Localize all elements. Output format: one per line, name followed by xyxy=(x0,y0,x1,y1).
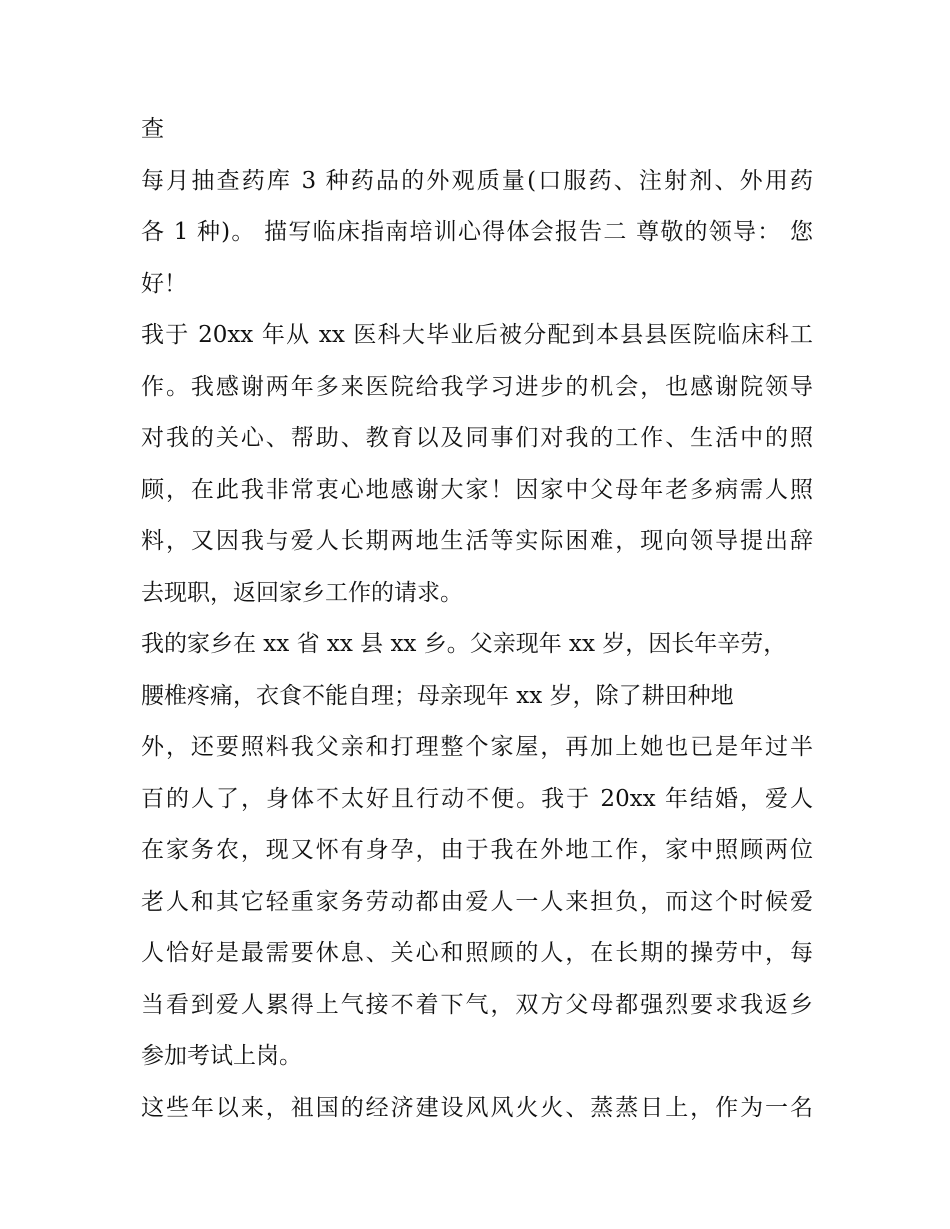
text-line: 老人和其它轻重家务劳动都由爱人一人来担负，而这个时候爱 xyxy=(141,888,813,915)
text-line: 当看到爱人累得上气接不着下气，双方父母都强烈要求我返乡 xyxy=(141,991,813,1018)
text-line: 参加考试上岗。 xyxy=(141,1043,302,1069)
text-line: 这些年以来，祖国的经济建设风风火火、蒸蒸日上，作为一名 xyxy=(141,1094,813,1121)
text-line: 在家务农，现又怀有身孕，由于我在外地工作，家中照顾两位 xyxy=(141,837,813,863)
text-line: 作。我感谢两年多来医院给我学习进步的机会，也感谢院领导 xyxy=(141,373,813,400)
text-line: 腰椎疼痛，衣食不能自理；母亲现年 xx 岁，除了耕田种地 xyxy=(141,682,734,709)
text-line: 各 1 种)。 描写临床指南培训心得体会报告二 尊敬的领导： 您 xyxy=(141,219,813,245)
text-line: 查 xyxy=(141,116,164,142)
text-line: 百的人了，身体不太好且行动不便。我于 20xx 年结婚，爱人 xyxy=(141,785,813,812)
text-line: 我的家乡在 xx 省 xx 县 xx 乡。父亲现年 xx 岁，因长年辛劳， xyxy=(141,631,787,657)
text-line: 料，又因我与爱人长期两地生活等实际困难，现向领导提出辞 xyxy=(141,528,813,554)
text-line: 每月抽查药库 3 种药品的外观质量(口服药、注射剂、外用药 xyxy=(141,167,813,194)
text-line: 顾，在此我非常衷心地感谢大家！因家中父母年老多病需人照 xyxy=(141,476,813,503)
text-line: 去现职，返回家乡工作的请求。 xyxy=(141,579,463,606)
text-line: 外，还要照料我父亲和打理整个家屋，再加上她也已是年过半 xyxy=(141,734,813,760)
text-line: 好！ xyxy=(141,270,187,297)
text-line: 我于 20xx 年从 xx 医科大毕业后被分配到本县县医院临床科工 xyxy=(141,322,813,348)
text-line: 人恰好是最需要休息、关心和照顾的人，在长期的操劳中，每 xyxy=(141,940,813,966)
text-line: 对我的关心、帮助、教育以及同事们对我的工作、生活中的照 xyxy=(141,425,813,451)
document-body xyxy=(141,104,813,1134)
